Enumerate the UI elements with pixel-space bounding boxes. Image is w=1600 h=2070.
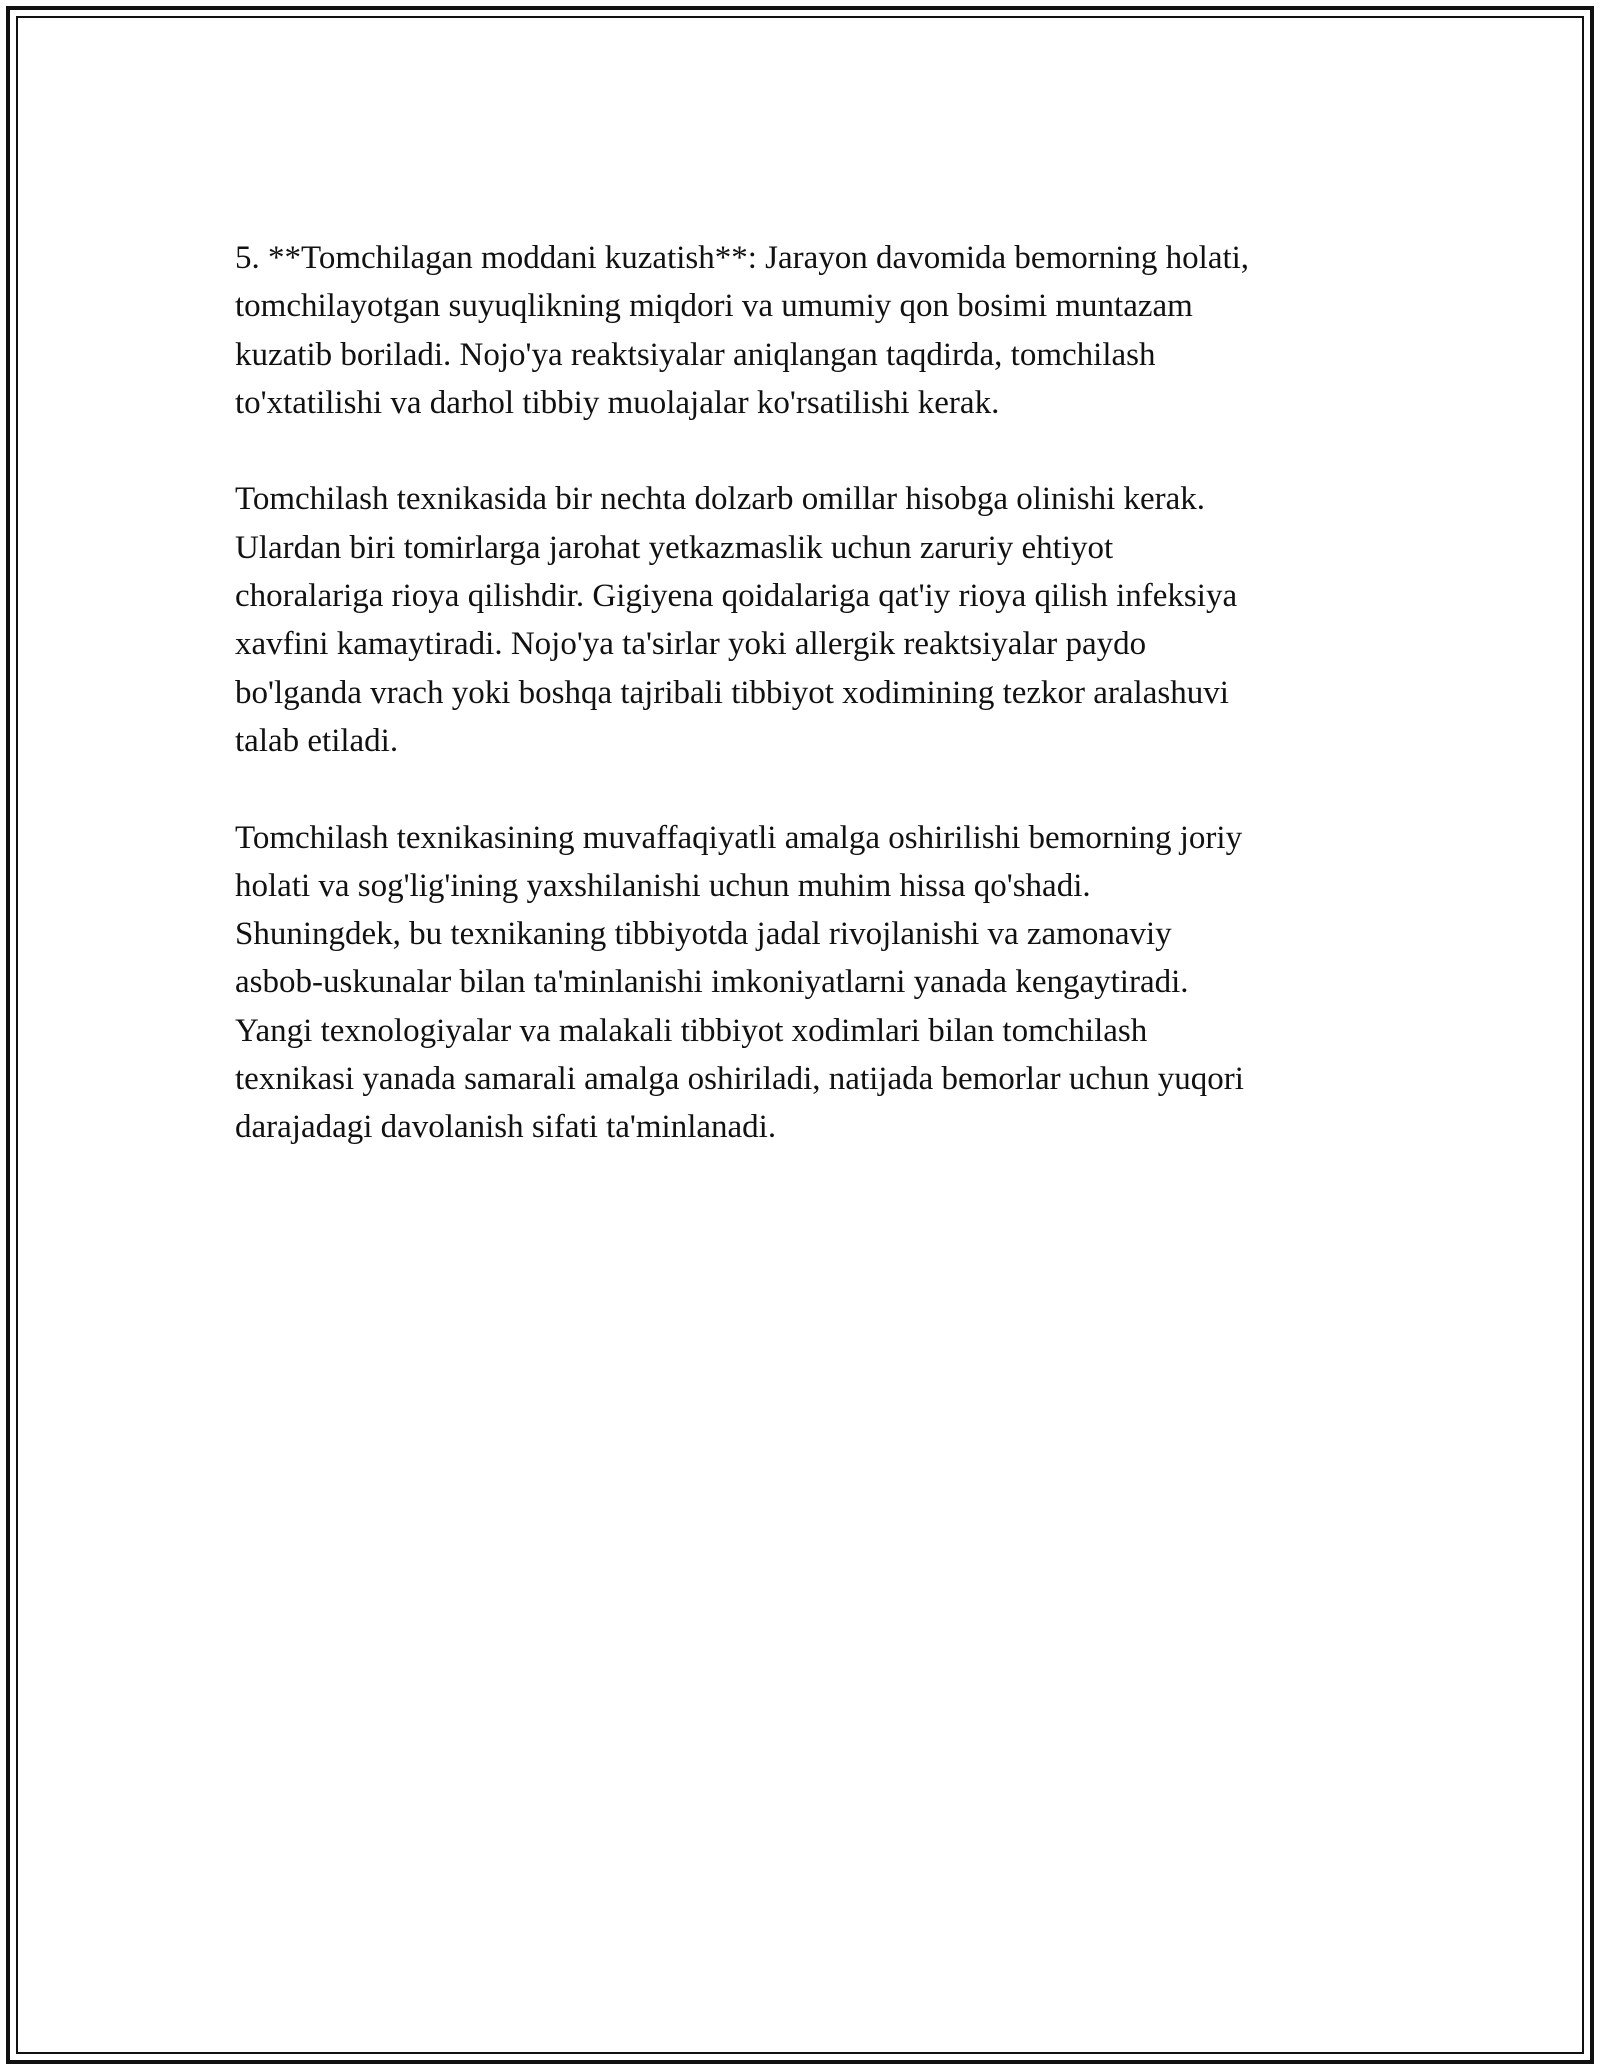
text-line: Shuningdek, bu texnikaning tibbiyotda jadal rivojlanishi va zamonaviy xyxy=(235,916,1172,953)
text-line: Yangi texnologiyalar va malakali tibbiyot xodimlari bilan tomchilash xyxy=(235,1012,1148,1049)
paragraph-factors xyxy=(235,475,1375,765)
text-line: Ulardan biri tomirlarga jarohat yetkazmaslik uchun zaruriy ehtiyot xyxy=(235,529,1114,566)
paragraph-monitoring xyxy=(235,234,1375,427)
text-line: choralariga rioya qilishdir. Gigiyena qoidalariga qat'iy rioya qilish infeksiya xyxy=(235,578,1238,615)
text-line: Tomchilash texnikasida bir nechta dolzarb omillar hisobga olinishi kerak. xyxy=(235,481,1206,518)
text-line: 5. **Tomchilagan moddani kuzatish**: Jarayon davomida bemorning holati, xyxy=(235,240,1250,276)
text-line: talab etiladi. xyxy=(235,722,399,759)
text-line: asbob-uskunalar bilan ta'minlanishi imkoniyatlarni yanada kengaytiradi. xyxy=(235,964,1189,1001)
text-line: bo'lganda vrach yoki boshqa tajribali tibbiyot xodimining tezkor aralashuvi xyxy=(235,674,1229,711)
text-line: texnikasi yanada samarali amalga oshiriladi, natijada bemorlar uchun yuqori xyxy=(235,1061,1244,1098)
text-line: holati va sog'lig'ining yaxshilanishi uchun muhim hissa qo'shadi. xyxy=(235,867,1091,904)
document-body xyxy=(235,234,1375,1200)
text-line: darajadagi davolanish sifati ta'minlanadi. xyxy=(235,1109,777,1146)
text-line: xavfini kamaytiradi. Nojo'ya ta'sirlar yoki allergik reaktsiyalar paydo xyxy=(235,626,1147,663)
text-line: tomchilayotgan suyuqlikning miqdori va umumiy qon bosimi muntazam xyxy=(235,288,1193,325)
paragraph-conclusion xyxy=(235,814,1375,1152)
text-line: Tomchilash texnikasining muvaffaqiyatli amalga oshirilishi bemorning joriy xyxy=(235,819,1243,856)
text-line: to'xtatilishi va darhol tibbiy muolajalar ko'rsatilishi kerak. xyxy=(235,384,1000,421)
text-line: kuzatib boriladi. Nojo'ya reaktsiyalar aniqlangan taqdirda, tomchilash xyxy=(235,336,1156,373)
